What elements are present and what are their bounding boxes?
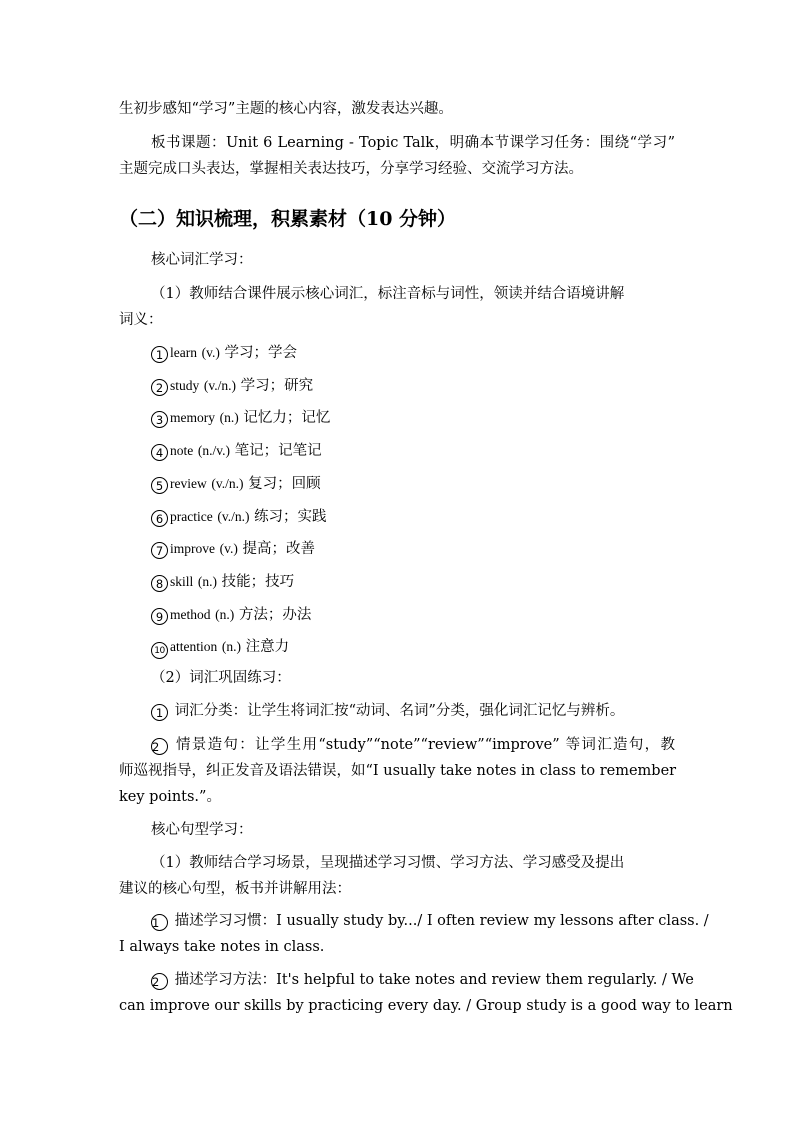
- sentences-title: 核心句型学习：: [151, 822, 253, 838]
- vocab-meaning: 笔记；记笔记: [234, 443, 322, 459]
- vocab-word: note: [170, 443, 194, 458]
- vocab-meaning: 技能；技巧: [221, 574, 295, 590]
- pattern-2-line2: can improve our skills by practicing every day. / Group study is a good way to learn: [119, 998, 733, 1014]
- vocab-word: review: [170, 476, 207, 491]
- exercise-1: [151, 701, 624, 721]
- vocab-item: [151, 376, 313, 396]
- vocab-pos: (v.): [201, 345, 220, 360]
- circled-number: 2: [151, 973, 168, 990]
- vocab-step1-line1: （1）教师结合课件展示核心词汇，标注音标与词性，领读并结合语境讲解: [151, 286, 625, 302]
- vocab-word: skill: [170, 574, 194, 589]
- exercise-2-line1: [151, 735, 675, 755]
- circled-number: 1: [151, 914, 168, 931]
- circled-number: 8: [151, 575, 168, 592]
- vocab-title: 核心词汇学习：: [151, 252, 253, 268]
- vocab-item: [151, 605, 311, 625]
- vocab-pos: (n.): [197, 574, 217, 589]
- exercise-1-text: 词汇分类：让学生将词汇按“动词、名词”分类，强化词汇记忆与辨析。: [174, 703, 625, 719]
- vocab-word: improve: [170, 541, 215, 556]
- vocab-step1-line2: 词义：: [119, 312, 163, 328]
- vocab-meaning: 学习；学会: [224, 345, 297, 361]
- circled-number: 4: [151, 444, 168, 461]
- vocab-pos: (n.): [219, 410, 239, 425]
- circled-number: 1: [151, 346, 168, 363]
- circled-number: 5: [151, 477, 168, 494]
- intro-line-2: 板书课题：Unit 6 Learning - Topic Talk，明确本节课学习任务：围绕“学习”: [151, 135, 675, 151]
- vocab-meaning: 注意力: [245, 639, 290, 655]
- circled-number: 2: [151, 738, 168, 755]
- vocab-item: [151, 343, 297, 363]
- vocab-pos: (v.): [219, 541, 238, 556]
- vocab-item: [151, 637, 289, 659]
- vocab-word: study: [170, 378, 200, 393]
- pattern-1-line1: [151, 911, 709, 931]
- circled-number: 7: [151, 542, 168, 559]
- vocab-meaning: 复习；回顾: [248, 476, 321, 492]
- vocab-word: method: [170, 607, 211, 622]
- pattern-2-text: 描述学习方法：It's helpful to take notes and review them regularly. / We: [174, 972, 694, 988]
- vocab-word: memory: [170, 410, 215, 425]
- vocab-item: [151, 441, 322, 461]
- sentences-step1-line2: 建议的核心句型，板书并讲解用法：: [119, 881, 351, 897]
- vocab-pos: (n./v.): [197, 443, 230, 458]
- exercise-2-text: 情景造句：让学生用“study”“note”“review”“improve” 等词汇造句，教: [175, 737, 676, 753]
- vocab-item: [151, 474, 321, 494]
- pattern-2-line1: [151, 970, 694, 990]
- vocab-word: practice: [170, 509, 213, 524]
- pattern-1-text: 描述学习习惯：I usually study by.../ I often review my lessons after class. /: [174, 913, 709, 929]
- circled-number: 2: [151, 379, 168, 396]
- vocab-step2-title: （2）词汇巩固练习：: [151, 670, 291, 686]
- section-heading: （二）知识梳理，积累素材（10 分钟）: [119, 208, 457, 230]
- vocab-pos: (v./n.): [211, 476, 244, 491]
- circled-number: 1: [151, 704, 168, 721]
- sentences-step1-line1: （1）教师结合学习场景，呈现描述学习习惯、学习方法、学习感受及提出: [151, 855, 625, 871]
- vocab-meaning: 练习；实践: [254, 509, 327, 525]
- vocab-item: [151, 408, 330, 428]
- vocab-meaning: 记忆力；记忆: [243, 410, 331, 426]
- circled-number: 10: [151, 642, 168, 659]
- circled-number: 3: [151, 411, 168, 428]
- vocab-meaning: 方法；办法: [238, 607, 312, 623]
- circled-number: 6: [151, 510, 168, 527]
- vocab-word: learn: [170, 345, 197, 360]
- circled-number: 9: [151, 608, 168, 625]
- intro-line-1: 生初步感知“学习”主题的核心内容，激发表达兴趣。: [119, 101, 453, 117]
- vocab-pos: (n.): [215, 607, 235, 622]
- vocab-item: [151, 507, 327, 527]
- vocab-pos: (v./n.): [217, 509, 250, 524]
- exercise-2-line2: 师巡视指导，纠正发音及语法错误，如“I usually take notes in class to remember: [119, 763, 677, 779]
- vocab-meaning: 学习；研究: [240, 378, 314, 394]
- exercise-2-line3: key points.”。: [119, 789, 221, 805]
- vocab-word: attention: [170, 639, 218, 654]
- vocab-pos: (n.): [221, 639, 241, 654]
- vocab-meaning: 提高；改善: [242, 541, 315, 557]
- vocab-pos: (v./n.): [203, 378, 236, 393]
- vocab-item: [151, 539, 315, 559]
- pattern-1-line2: I always take notes in class.: [119, 939, 325, 955]
- intro-line-3: 主题完成口头表达，掌握相关表达技巧，分享学习经验、交流学习方法。: [119, 161, 583, 177]
- vocab-item: [151, 572, 294, 592]
